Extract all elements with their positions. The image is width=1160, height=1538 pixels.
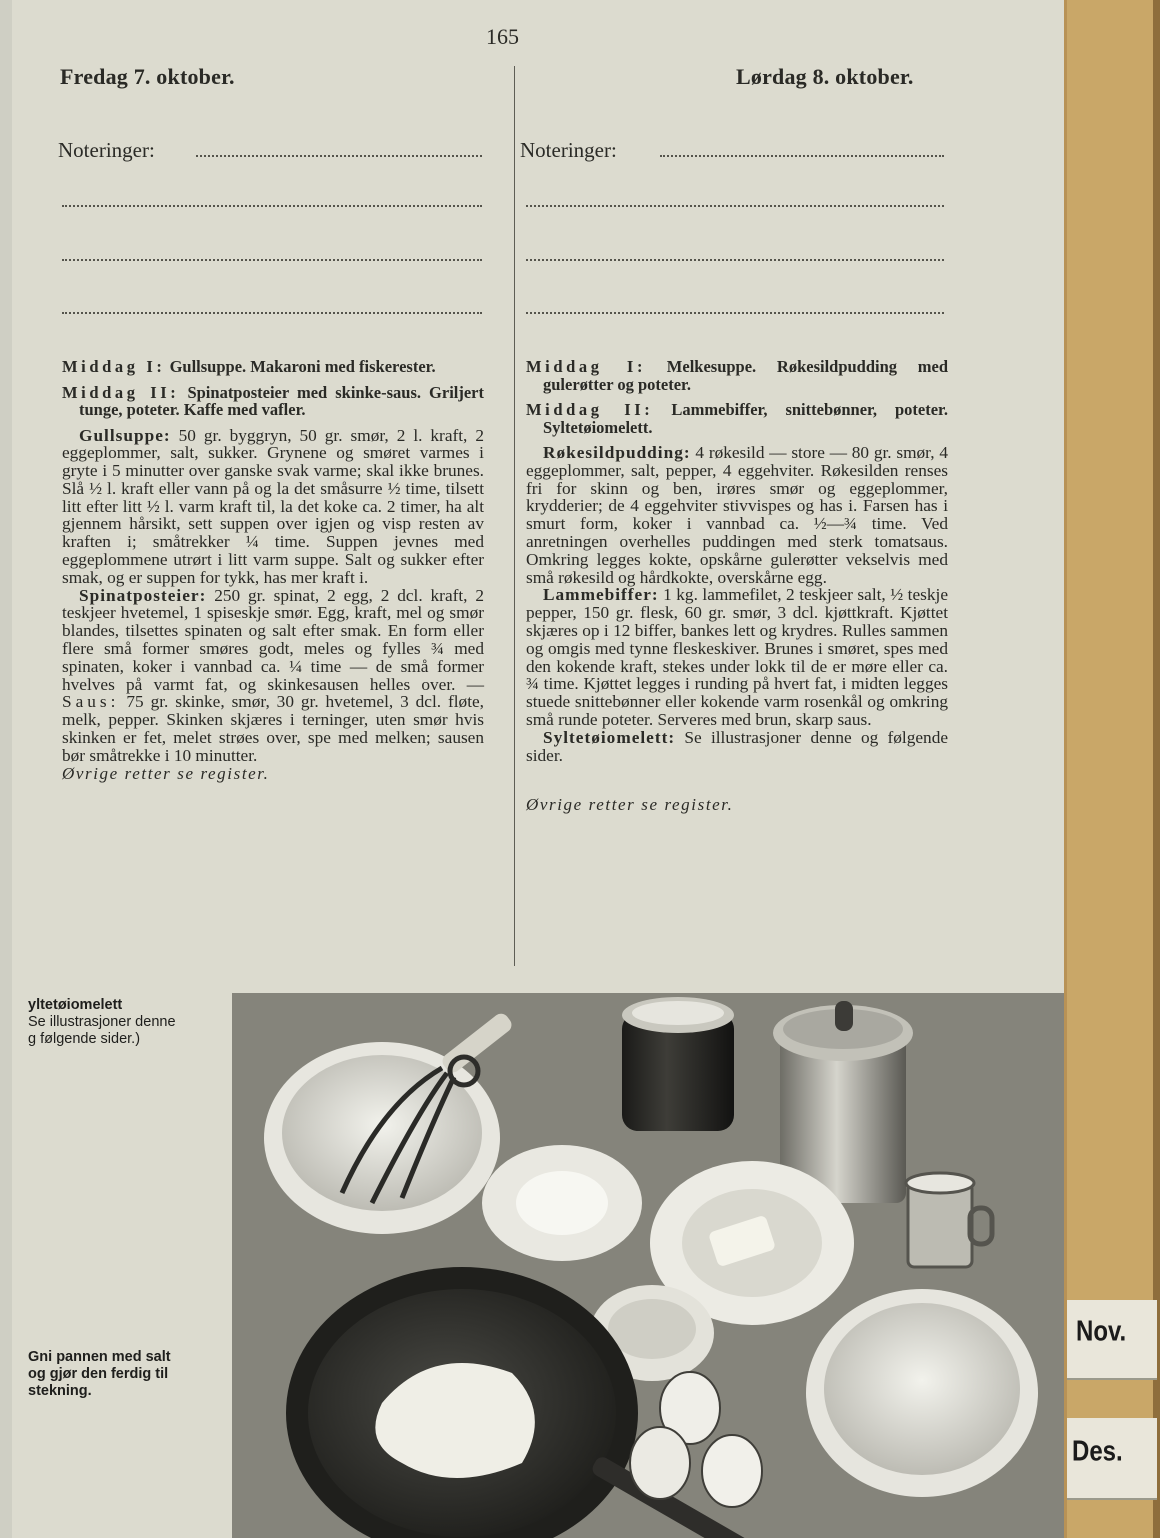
caption-pan — [28, 1349, 171, 1400]
recipe-spinatposteier — [62, 587, 484, 765]
left-menu-2-text: Spinatposteier med skinke-saus. Griljert tunge, poteter. Kaffe med vafler. — [79, 382, 484, 419]
right-notes-line-4[interactable] — [526, 312, 944, 314]
right-notes-label: Noteringer: — [520, 138, 617, 162]
recipe-rokesildpudding — [526, 444, 948, 586]
recipe-saus-text: 75 gr. skinke, smør, 30 gr. hvetemel, 3 dcl. fløte, melk, pepper. Skinken skjæres i terninger, uten smør hvis skinken er fet, melet strøes over, spe med melken; sausen bør småtrekke i 10 minutter. — [62, 692, 484, 765]
month-tab-strip — [1064, 0, 1160, 1538]
left-menu-2-label: Middag II: — [62, 382, 180, 402]
recipe-syltetoiomelett — [526, 729, 948, 765]
caption-omelett-line-2: Se illustrasjoner denne — [28, 1014, 176, 1030]
left-menu-2 — [62, 384, 484, 419]
recipe-lammebiffer-text: 1 kg. lammefilet, 2 teskjeer salt, ½ teskje pepper, 150 gr. flesk, 60 gr. smør, 3 dcl. kjøttkraft. Kjøttet skjæres op i 12 biffer, bankes lett og krydres. Rulles sammen og omgis med tynne fleskeskiver. Brunes i smøret, spes med den kokende kraft, stekes under lokk til de er møre eller ca. ¾ time. Kjøttet legges i runding på hvert fat, i midten legges stuede snittebønner eller kokende varm rosenkål og omkring små runde poteter. Serveres med brun, skarp saus. — [526, 585, 948, 729]
left-menu-1-label: Middag I: — [62, 357, 166, 376]
recipe-gullsuppe-text: 50 gr. byggryn, 50 gr. smør, 2 l. kraft, 2 eggeplommer, salt, sukker. Grynene og smøret varmes i gryte i 5 minutter over ganske svak varme; skal ikke brunes. Slå ½ l. kraft eller vann på og la det småsurre ½ time, tilsett litt efter litt ½ l. varm kraft til, la det koke ca. 2 timer, ha alt gjennem hårsikt, sett suppen over igjen og visp resten av kraften i; småtrekker ¼ time. Suppen jevnes med eggeplommene utrørt i litt varm suppe. Salt og sukker efter smak, og er suppen for tykk, has mer kraft i. — [62, 425, 484, 587]
left-menu-1 — [62, 358, 484, 376]
recipe-rokesildpudding-text: 4 røkesild — store — 80 gr. smør, 4 eggeplommer, salt, pepper, 4 eggehviter. Røkesilden renses fri for skinn og ben, irøres smør og eggeplommer, krydderier; de 4 eggehviter stivvispes og has i. Farsen has i smurt form, koker i vannbad ca. ½—¾ time. Ved anretningen overhelles puddingen med sterk tomatsaus. Omkring legges kokte, opskårne gulerøtter vekselvis med små røkesild og hårdkokte, overskårne egg. — [526, 443, 948, 587]
left-day-heading: Fredag 7. oktober. — [60, 64, 235, 89]
left-more-recipes: Øvrige retter se register. — [62, 763, 270, 783]
right-day-heading: Lørdag 8. oktober. — [736, 64, 914, 89]
photo-illustration — [232, 993, 1064, 1538]
omelett-ingredients-photo — [232, 993, 1064, 1538]
right-menu-2 — [526, 401, 948, 436]
right-column — [526, 358, 948, 814]
recipe-gullsuppe-title: Gullsuppe: — [79, 425, 171, 445]
recipe-syltetoiomelett-text: Se illustrasjoner denne og følgende sider. — [526, 727, 949, 765]
right-notes-line-2[interactable] — [526, 205, 944, 207]
caption-omelett-line-3: g følgende sider.) — [28, 1031, 141, 1047]
left-menu-1-text: Gullsuppe. Makaroni med fiskerester. — [169, 357, 436, 376]
right-notes-line-3[interactable] — [526, 259, 944, 261]
left-column — [62, 358, 484, 782]
column-divider — [514, 66, 515, 966]
caption-omelett-title: yltetøiomelett — [28, 997, 123, 1013]
left-notes-line-1[interactable] — [196, 155, 482, 157]
caption-omelett — [28, 997, 176, 1048]
left-notes-line-3[interactable] — [62, 259, 482, 261]
right-menu-1 — [526, 358, 948, 393]
right-more-recipes: Øvrige retter se register. — [526, 795, 734, 815]
caption-pan-line-2: og gjør den ferdig til — [28, 1366, 169, 1382]
left-notes-line-4[interactable] — [62, 312, 482, 314]
left-notes-label: Noteringer: — [58, 138, 155, 162]
right-notes-line-1[interactable] — [660, 155, 944, 157]
recipe-spinatposteier-text: 250 gr. spinat, 2 egg, 2 dcl. kraft, 2 teskjeer hvetemel, 1 spiseskje smør. Egg, kraft, mel og smør blandes, tilsettes spinaten og salt efter smak. En form eller flere små former smøres godt, meles og fylles ¾ med spinaten, koker i vannbad ca. ¼ time — de små former hvelves på varmt fat, og skinkesausen helles over. — — [62, 585, 484, 694]
recipe-syltetoiomelett-title: Syltetøiomelett: — [543, 727, 676, 747]
right-menu-1-label: Middag I: — [526, 357, 647, 376]
right-menu-2-text: Lammebiffer, snittebønner, poteter. Syltetøiomelett. — [543, 400, 948, 437]
recipe-lammebiffer — [526, 586, 948, 728]
caption-pan-line-1: Gni pannen med salt — [28, 1349, 171, 1365]
recipe-lammebiffer-title: Lammebiffer: — [543, 585, 659, 605]
recipe-rokesildpudding-title: Røkesildpudding: — [543, 443, 691, 462]
recipe-spinatposteier-title: Spinatposteier: — [79, 585, 207, 605]
page-number: 165 — [486, 24, 519, 49]
recipe-saus-label: Saus: — [62, 692, 120, 712]
recipe-gullsuppe — [62, 427, 484, 587]
left-notes-line-2[interactable] — [62, 205, 482, 207]
caption-pan-line-3: stekning. — [28, 1383, 92, 1399]
tab-des[interactable]: Des. — [1072, 1435, 1123, 1468]
tab-nov[interactable]: Nov. — [1076, 1315, 1127, 1348]
right-menu-2-label: Middag II: — [526, 400, 654, 419]
right-menu-1-text: Melkesuppe. Røkesildpudding med gulerøtter og poteter. — [543, 357, 949, 394]
